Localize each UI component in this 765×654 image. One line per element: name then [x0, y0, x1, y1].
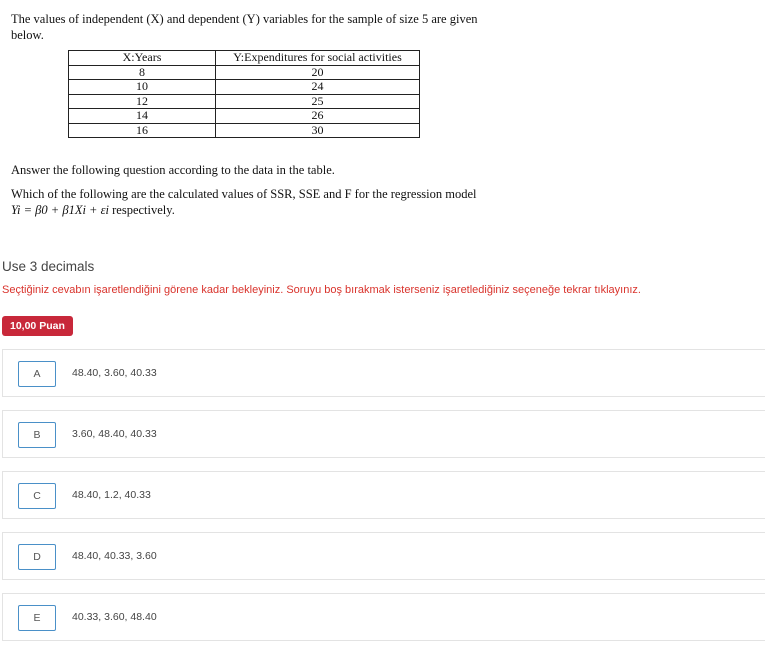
table-row — [69, 65, 420, 80]
model-line — [11, 203, 175, 218]
table-row — [69, 80, 420, 95]
option-text: 48.40, 40.33, 3.60 — [72, 550, 157, 562]
option-letter[interactable]: A — [18, 361, 56, 387]
table-header-row — [69, 51, 420, 66]
warning-text: Seçtiğiniz cevabın işaretlendiğini görene kadar bekleyiniz. Soruyu boş bırakmak isterseniz işaretlediğiniz seçeneğe tekrar tıklayınız. — [2, 284, 641, 296]
option-text: 48.40, 3.60, 40.33 — [72, 367, 157, 379]
option-e[interactable] — [2, 593, 765, 641]
table-cell-x: 10 — [69, 80, 216, 95]
answer-instruction: Answer the following question according to the data in the table. — [11, 163, 335, 177]
decimals-instruction: Use 3 decimals — [2, 259, 95, 274]
table-cell-y: 20 — [216, 65, 420, 80]
option-text: 48.40, 1.2, 40.33 — [72, 489, 151, 501]
option-a[interactable] — [2, 349, 765, 397]
data-table — [68, 50, 420, 138]
table-cell-x: 16 — [69, 123, 216, 138]
option-text: 3.60, 48.40, 40.33 — [72, 428, 157, 440]
option-text: 40.33, 3.60, 48.40 — [72, 611, 157, 623]
table-cell-x: 8 — [69, 65, 216, 80]
regression-formula: Yi = β0 + β1Xi + εi — [11, 203, 110, 217]
option-d[interactable] — [2, 532, 765, 580]
table-cell-y: 26 — [216, 109, 420, 124]
question-intro: The values of independent (X) and dependent (Y) variables for the sample of size 5 are given below. — [11, 12, 478, 42]
option-letter[interactable]: E — [18, 605, 56, 631]
table-row — [69, 123, 420, 138]
table-cell-y: 30 — [216, 123, 420, 138]
question-text: Which of the following are the calculated values of SSR, SSE and F for the regression model — [11, 187, 477, 201]
table-cell-x: 12 — [69, 94, 216, 109]
table-header-x: X:Years — [69, 51, 216, 66]
option-b[interactable] — [2, 410, 765, 458]
option-letter[interactable]: C — [18, 483, 56, 509]
option-letter[interactable]: B — [18, 422, 56, 448]
table-cell-y: 25 — [216, 94, 420, 109]
table-row — [69, 109, 420, 124]
table-cell-y: 24 — [216, 80, 420, 95]
option-c[interactable] — [2, 471, 765, 519]
option-letter[interactable]: D — [18, 544, 56, 570]
table-row — [69, 94, 420, 109]
table-header-y: Y:Expenditures for social activities — [216, 51, 420, 66]
points-badge: 10,00 Puan — [2, 316, 73, 336]
model-suffix: respectively. — [112, 203, 175, 217]
table-cell-x: 14 — [69, 109, 216, 124]
